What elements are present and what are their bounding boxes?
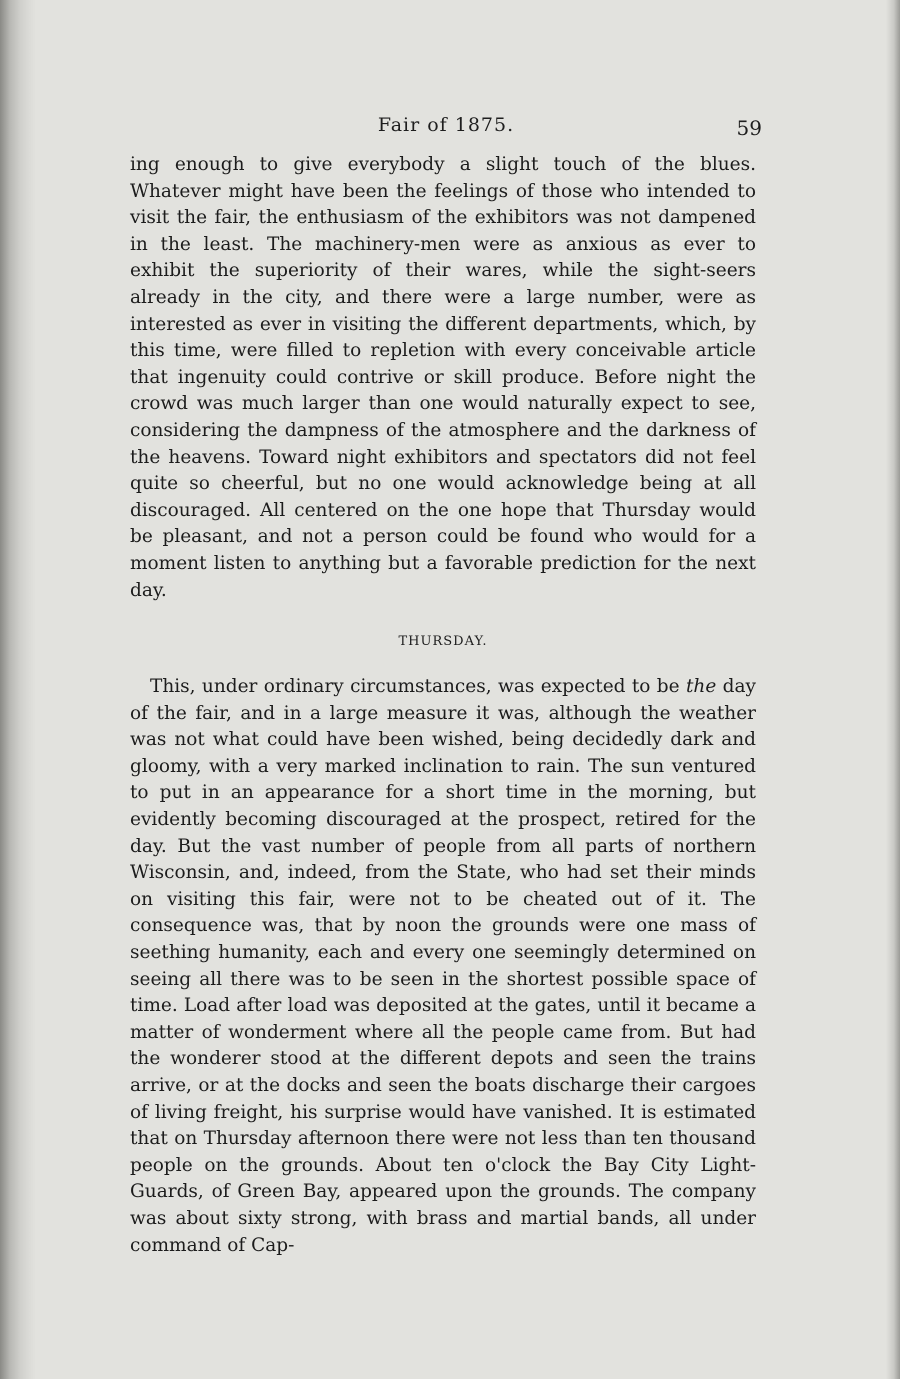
paragraph-text-rest: day of the fair, and in a large measure it was, although the weather was not what could have been wished, being decidedly dark and gloomy, with a very marked inclination to rain. The sun ventured to put in an appearance for a short time in the morning, but evidently becoming discouraged at the prospect, retired for the day. But the vast number of people from all parts of northern Wisconsin, and, indeed, from the State, who had set their minds on visiting this fair, were not to be cheated out of it. The consequence was, that by noon the grounds were one mass of seething humanity, each and every one seemingly determined on seeing all there was to be seen in the shortest possible space of time. Load after load was deposited at the gates, until it became a matter of wonderment where all the people came from. But had the wonderer stood at the different depots and seen the trains arrive, or at the docks and seen the boats discharge their cargoes of living freight, his surprise would have vanished. It is estimated that on Thursday afternoon there were not less than ten thousand people on the grounds. About ten o'clock the Bay City Light-Guards, of Green Bay, appeared upon the grounds. The company was about sixty strong, with brass and martial bands, all under command of Cap- [130,676,756,1256]
paragraph-thursday [130,674,756,1259]
emphasized-word: the [685,676,717,698]
page-edge-shadow [886,0,900,1379]
running-title: Fair of 1875. [377,114,515,136]
body-text [130,152,756,1259]
section-heading: THURSDAY. [398,634,488,650]
page-binding-shadow [0,0,36,1379]
paragraph-text-start: This, under ordinary circumstances, was expected to be [150,676,686,698]
page-number: 59 [736,116,762,140]
page-header [130,114,762,148]
paragraph-continuation: ing enough to give everybody a slight touch of the blues. Whatever might have been the feelings of those who intended to visit the fair, the enthusiasm of the exhibitors was not dampened in the least. The machinery-men were as anxious as ever to exhibit the superiority of their wares, while the sight-seers already in the city, and there were a large number, were as interested as ever in visiting the different departments, which, by this time, were filled to repletion with every conceivable article that ingenuity could contrive or skill produce. Before night the crowd was much larger than one would naturally expect to see, considering the dampness of the atmosphere and the darkness of the heavens. Toward night exhibitors and spectators did not feel quite so cheerful, but no one would acknowledge being at all discouraged. All centered on the one hope that Thursday would be pleasant, and not a person could be found who would for a moment listen to anything but a favorable prediction for the next day. [130,154,756,601]
